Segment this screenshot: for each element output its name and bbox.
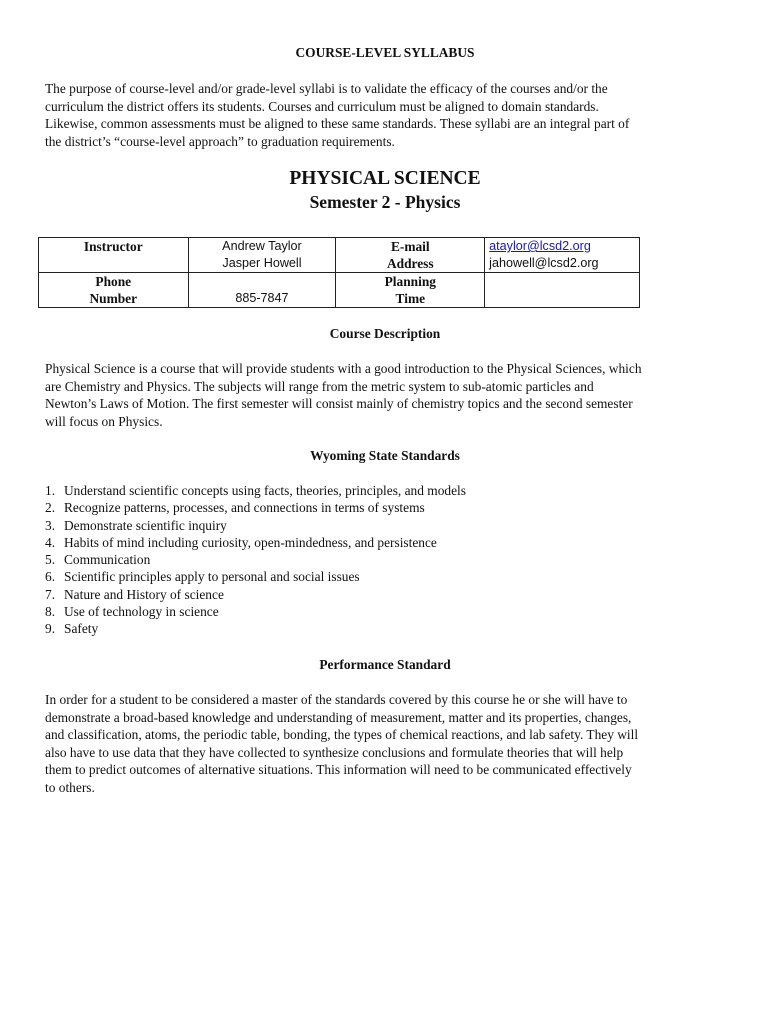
instructor-label-cell (39, 238, 189, 273)
description-line: are Chemistry and Physics. The subjects will range from the metric system to sub-atomic particles and (45, 378, 594, 394)
phone-label: Number (89, 291, 138, 306)
document-title: COURSE-LEVEL SYLLABUS (295, 45, 475, 60)
planning-value-cell (485, 273, 640, 308)
phone-label: Phone (95, 274, 132, 289)
course-title: PHYSICAL SCIENCE (289, 168, 481, 189)
email-link[interactable]: ataylor@lcsd2.org (489, 239, 591, 253)
email-text: jahowell@lcsd2.org (489, 256, 599, 270)
standards-heading: Wyoming State Standards (310, 448, 460, 463)
standards-list (45, 482, 466, 638)
performance-line: to others. (45, 779, 95, 795)
phone-value-cell (188, 273, 336, 308)
course-description-paragraph (45, 360, 725, 430)
instructor-names-cell (188, 238, 336, 273)
purpose-paragraph (45, 80, 725, 150)
purpose-line: The purpose of course-level and/or grade-level syllabi is to validate the efficacy of the courses and/or the (45, 81, 608, 96)
list-item: 3. Demonstrate scientific inquiry (45, 517, 227, 533)
description-line: Physical Science is a course that will provide students with a good introduction to the Physical Sciences, which (45, 361, 642, 376)
email-label: Address (386, 256, 434, 271)
performance-line: and classification, atoms, the periodic table, bonding, the types of chemical reactions, and lab safety. They will (45, 727, 639, 743)
list-item: 8. Use of technology in science (45, 604, 219, 620)
performance-line: demonstrate a broad-based knowledge and understanding of measurement, matter and its properties, changes, (45, 709, 632, 725)
list-item: 9. Safety (45, 621, 99, 637)
list-item: 1. Understand scientific concepts using facts, theories, principles, and models (45, 483, 466, 498)
performance-heading: Performance Standard (319, 657, 451, 672)
phone-label-cell (39, 273, 189, 308)
description-line: will focus on Physics. (45, 413, 163, 429)
email-label-cell (336, 238, 485, 273)
performance-paragraph (45, 691, 725, 797)
purpose-line: the district’s “course-level approach” to graduation requirements. (45, 133, 395, 149)
list-item: 7. Nature and History of science (45, 586, 224, 602)
instructor-info-table (38, 237, 640, 308)
email-values-cell (485, 238, 640, 273)
table-row (39, 238, 640, 273)
purpose-line: Likewise, common assessments must be aligned to these same standards. These syllabi are an integral part of (45, 116, 630, 132)
phone-number: 885-7847 (235, 291, 289, 305)
planning-label: Time (395, 291, 426, 306)
performance-line: also have to use data that they have collected to synthesize conclusions and formulate theories that will help (45, 744, 624, 760)
course-description-heading: Course Description (329, 326, 441, 341)
description-line: Newton’s Laws of Motion. The first semester will consist mainly of chemistry topics and the second semester (45, 396, 633, 412)
list-item: 2. Recognize patterns, processes, and connections in terms of systems (45, 500, 425, 516)
performance-line: In order for a student to be considered a master of the standards covered by this course he or she will have to (45, 692, 628, 707)
instructor-name: Jasper Howell (222, 256, 302, 270)
planning-label-cell (336, 273, 485, 308)
course-subtitle: Semester 2 - Physics (309, 192, 461, 212)
list-item: 5. Communication (45, 552, 151, 568)
list-item: 4. Habits of mind including curiosity, open-mindedness, and persistence (45, 534, 437, 550)
instructor-label: Instructor (83, 239, 143, 254)
planning-label: Planning (384, 274, 436, 289)
instructor-name: Andrew Taylor (222, 239, 302, 253)
email-label: E-mail (390, 239, 430, 254)
purpose-line: curriculum the district offers its students. Courses and curriculum must be aligned to domain standards. (45, 98, 599, 114)
performance-line: them to predict outcomes of alternative situations. This information will need to be communicated effectively (45, 762, 632, 778)
table-row (39, 273, 640, 308)
list-item: 6. Scientific principles apply to personal and social issues (45, 569, 360, 585)
